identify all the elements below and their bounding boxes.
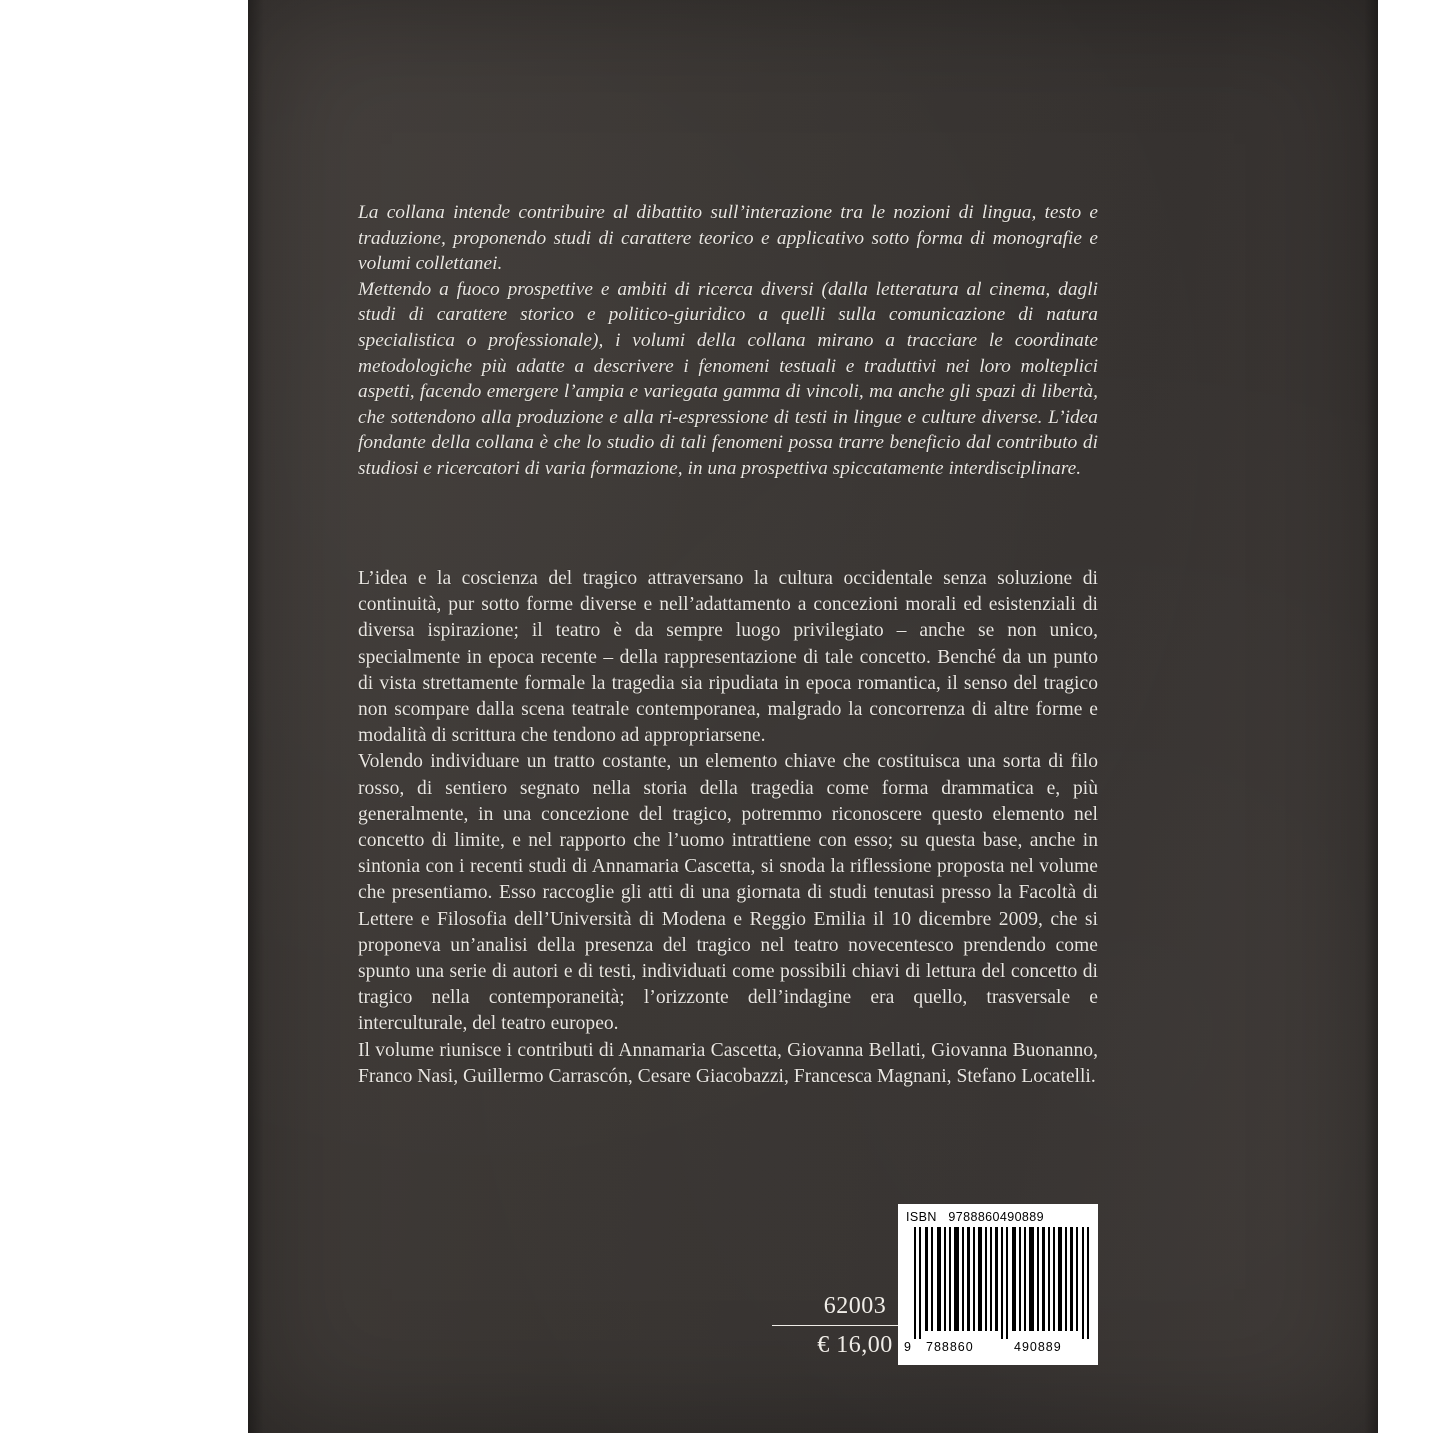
isbn-label: ISBN <box>906 1210 937 1224</box>
isbn-text <box>906 1210 1092 1224</box>
series-paragraph-1: La collana intende contribuire al dibattito sull’interazione tra le nozioni di lingua, testo e traduzione, proponendo studi di carattere teorico e applicativo sotto forma di monografie e volumi collettanei. <box>358 202 1098 275</box>
cover-right-edge-shadow <box>1364 0 1378 1433</box>
series-description-block <box>358 200 1098 482</box>
book-description-block <box>358 566 1098 1090</box>
isbn-barcode <box>898 1204 1098 1365</box>
catalog-code: 62003 <box>823 1293 887 1319</box>
book-paragraph-2: Volendo individuare un tratto costante, un elemento chiave che costituisca una sorta di filo rosso, di sentiero segnato nella storia della tragedia come forma drammatica e, più generalmente, in una concezione del tragico, potremmo riconoscere questo elemento nel concetto di limite, e nel rapporto che l’uomo intrattiene con esso; su questa base, anche in sintonia con i recenti studi di Annamaria Cascetta, si snoda la riflessione proposta nel volume che presentiamo. Esso raccoglie gli atti di una giornata di studi tenutasi presso la Facoltà di Lettere e Filosofia dell’Università di Modena e Reggio Emilia il 10 dicembre 2009, che si proponeva un’analisi della presenza del tragico nel teatro novecentesco prendendo come spunto una serie di autori e di testi, individuati come possibili chiavi di lettura del concetto di tragico nella contemporaneità; l’orizzonte dell’indagine era quello, trasversale e interculturale, del teatro europeo. <box>358 751 1098 1035</box>
barcode-digit-group-1: 788860 <box>926 1340 974 1354</box>
book-paragraph-1: L’idea e la coscienza del tragico attraversano la cultura occidentale senza soluzione di continuità, pur sotto forme diverse e nell’adattamento a concezioni morali ed esistenziali di diversa ispirazione; il teatro è da sempre luogo privilegiato – anche se non unico, specialmente in epoca recente – della rappresentazione di tale concetto. Benché da un punto di vista strettamente formale la tragedia sia ripudiata in epoca romantica, il senso del tragico non scompare dalla scena teatrale contemporanea, malgrado la concorrenza di altre forme e modalità di scrittura che tendono ad appropriarsene. <box>358 568 1098 747</box>
series-paragraph-2: Mettendo a fuoco prospettive e ambiti di ricerca diversi (dalla letteratura al cinema, dagli studi di carattere storico e politico-giuridico a quelli sulla comunicazione di natura specialistica o professionale), i volumi della collana mirano a tracciare le coordinate metodologiche più adatte a descrivere i fenomeni testuali e traduttivi nei loro molteplici aspetti, facendo emergere l’ampia e variegata gamma di vincoli, ma anche gli spazi di libertà, che sottendono alla produzione e alla ri-espressione di testi in lingue e culture diverse. L’idea fondante della collana è che lo studio di tali fenomeni possa trarre beneficio dal contributo di studiosi e ricercatori di varia formazione, in una prospettiva spiccatamente interdisciplinare. <box>358 278 1098 479</box>
barcode-digit-group-2: 490889 <box>1014 1340 1062 1354</box>
barcode-digit-left: 9 <box>904 1340 912 1354</box>
barcode-bars <box>906 1227 1090 1331</box>
cover-left-edge-shadow <box>248 0 264 1433</box>
isbn-number: 9788860490889 <box>948 1210 1044 1224</box>
barcode-digits <box>904 1340 1092 1356</box>
book-paragraph-3: Il volume riunisce i contributi di Annamaria Cascetta, Giovanna Bellati, Giovanna Buonanno, Franco Nasi, Guillermo Carrascón, Cesare Giacobazzi, Francesca Magnani, Stefano Locatelli. <box>358 1039 1098 1087</box>
price-label: € 16,00 <box>817 1332 893 1358</box>
book-back-cover <box>248 0 1378 1433</box>
